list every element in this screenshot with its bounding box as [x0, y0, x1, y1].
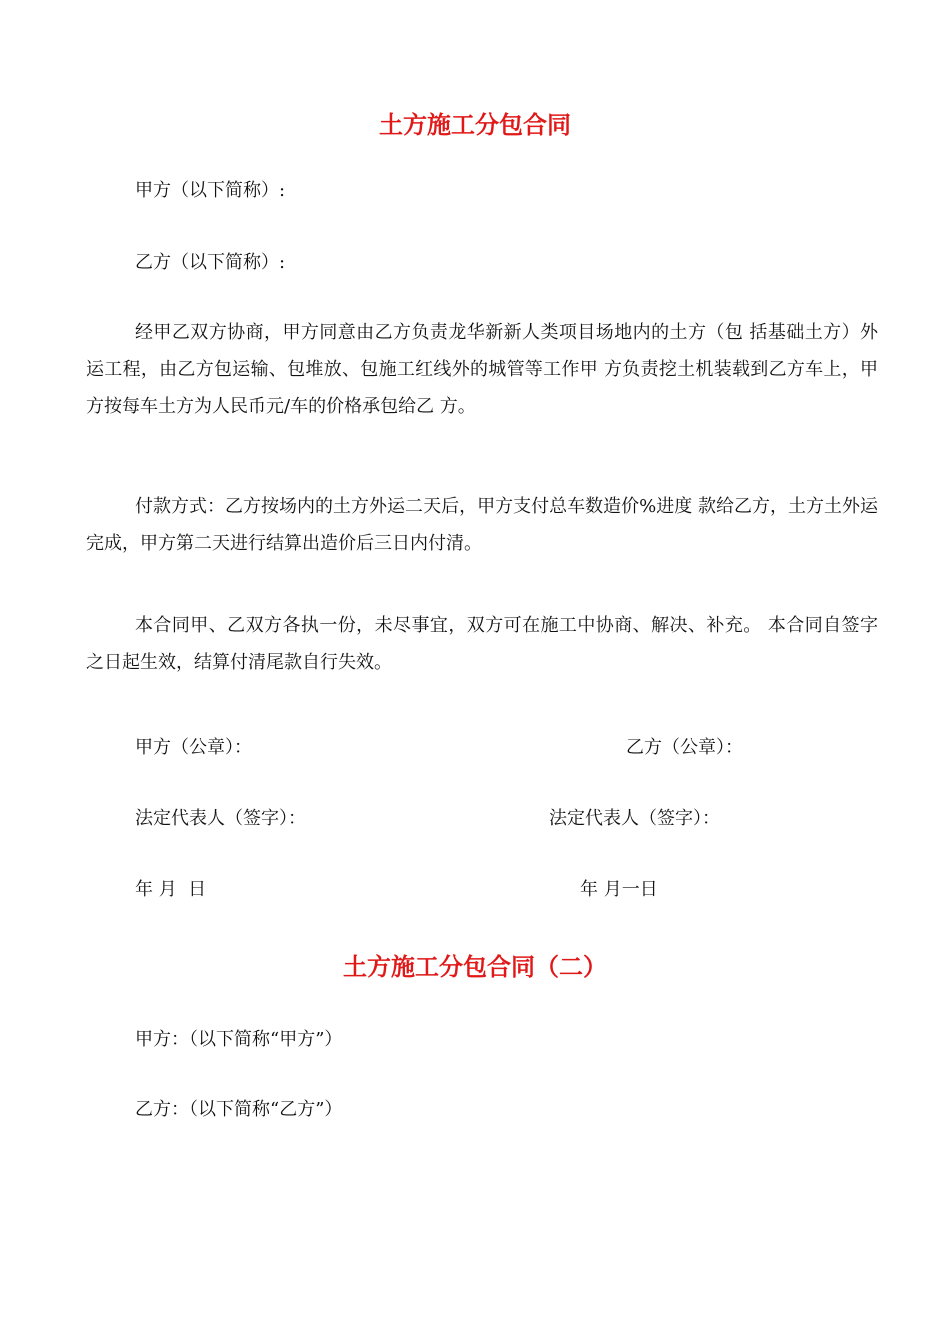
party-a-line: 甲方（以下简称）:	[135, 180, 286, 201]
contract-title-2: 土方施工分包合同（二）	[343, 952, 607, 981]
party-a-seal: 甲方（公章）：	[135, 737, 252, 758]
paragraph-payment: 付款方式：乙方按场内的土方外运二天后，甲方支付总车数造价%进度 款给乙方，土方土外运完成，甲方第二天进行结算出造价后三日内付清。	[86, 496, 878, 554]
contract-title: 土方施工分包合同	[379, 110, 571, 139]
party-b-date: 年 月一日	[580, 879, 658, 900]
paragraph-scope: 经甲乙双方协商，甲方同意由乙方负责龙华新新人类项目场地内的土方（包 括基础土方）外运工程，由乙方包运输、包堆放、包施工红线外的城管等工作甲 方负责挖土机装载到乙方车上，甲方按每车土方为人民币元/车的价格承包给乙 方。	[86, 322, 878, 417]
party-a-representative: 法定代表人（签字）：	[135, 808, 306, 829]
party-b-seal: 乙方（公章）：	[626, 737, 743, 758]
paragraph-validity: 本合同甲、乙双方各执一份，未尽事宜，双方可在施工中协商、解决、补充。 本合同自签字之日起生效，结算付清尾款自行失效。	[86, 615, 878, 673]
party-b-line-2: 乙方：（以下简称“乙方”）	[135, 1099, 343, 1120]
party-a-line-2: 甲方：（以下简称“甲方”）	[135, 1029, 343, 1050]
party-b-line: 乙方（以下简称）:	[135, 252, 286, 273]
party-b-representative: 法定代表人（签字）：	[549, 808, 720, 829]
party-a-date: 年 月 日	[135, 879, 207, 900]
